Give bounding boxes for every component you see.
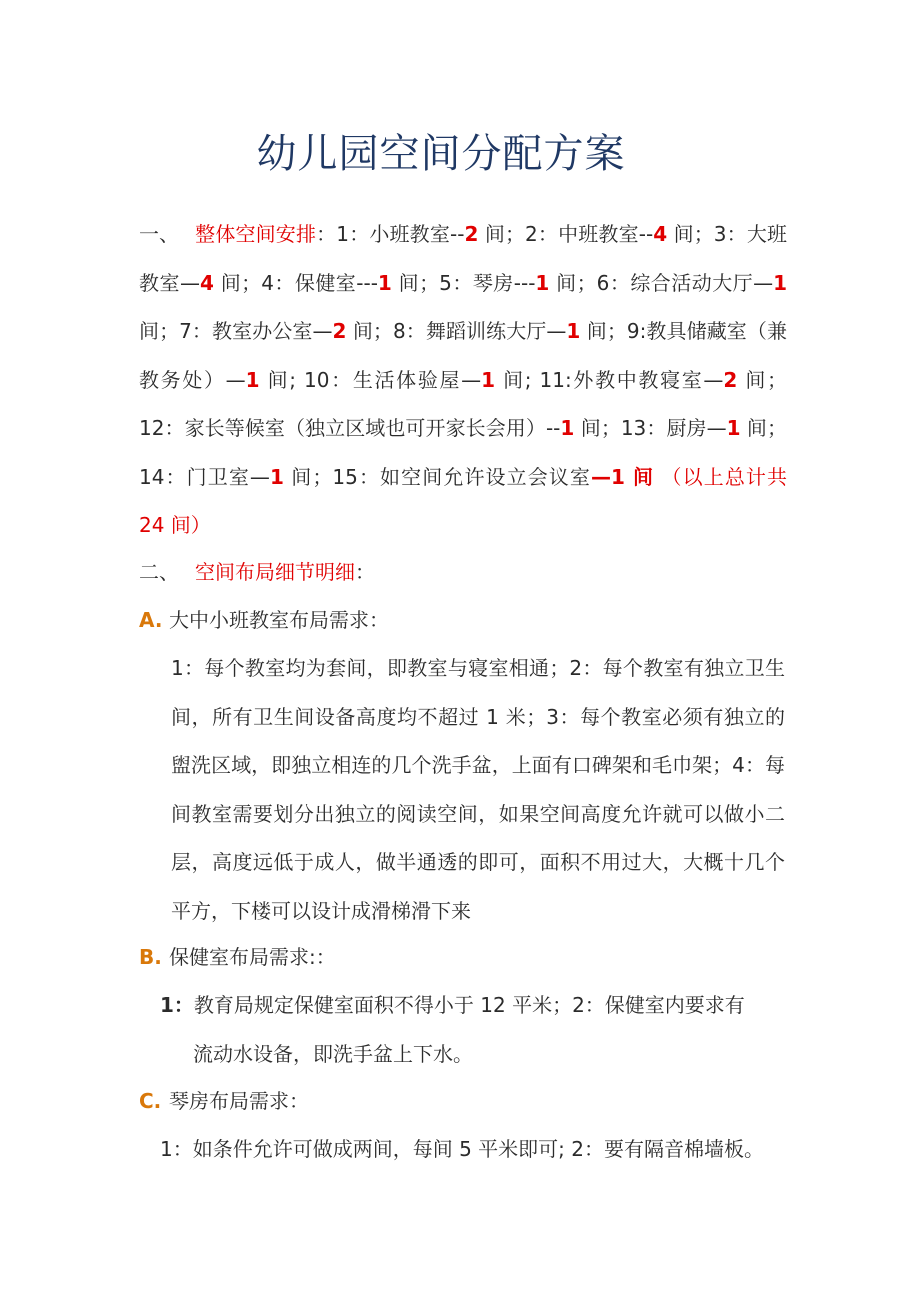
room-item — [393, 319, 627, 343]
room-item-count: 1 — [773, 270, 788, 295]
room-item-count: 2 — [464, 222, 479, 246]
room-item-label: 8：舞蹈训练大厅— — [392, 319, 567, 343]
section-c-heading: 琴房布局需求： — [169, 1089, 309, 1113]
room-item-label: 6：综合活动大厅— — [596, 270, 774, 295]
room-item-label: ：1：小班教室-- — [316, 222, 465, 246]
room-item-label: 4：保健室--- — [261, 270, 378, 295]
section-a-body: 1：每个教室均为套间，即教室与寝室相通；2：每个教室有独立卫生间，所有卫生间设备高度均不超过 1 米；3：每个教室必须有独立的盥洗区域，即独立相连的几个洗手盆，上面有口碑架和毛巾架；4：每间教室需要划分出独立的阅读空间，如果空间高度允许就可以做小二层，高度远低于成人，做半通透的即可，面积不用过大，大概十几个平方，下楼可以设计成滑梯滑下来 — [171, 656, 785, 923]
room-item-unit: 间； — [283, 464, 333, 489]
room-item — [139, 416, 621, 440]
section-1-marker: 一、 — [139, 222, 179, 246]
section-1-items — [139, 222, 787, 489]
room-item-label: 9:教具储藏室（兼教务处）— — [139, 319, 787, 392]
room-item-unit: 间； — [346, 319, 393, 343]
section-b-body — [160, 981, 785, 1078]
room-item-label: 2：中班教室-- — [525, 222, 654, 246]
room-item-unit: 间； — [574, 416, 621, 440]
room-item-unit: 间; — [259, 367, 305, 392]
page-title: 幼儿园空间分配方案 — [256, 131, 626, 177]
room-item — [179, 319, 393, 343]
section-b-number: 1： — [160, 993, 194, 1017]
section-c-body: 1：如条件允许可做成两间，每间 5 平米即可; 2：要有隔音棉墙板。 — [160, 1137, 764, 1161]
room-item-count: 4 — [199, 270, 214, 295]
room-item-unit: 间； — [580, 319, 627, 343]
section-1-heading: 整体空间安排 — [195, 222, 317, 246]
room-item — [316, 222, 525, 246]
room-item-count: 1 — [535, 270, 550, 295]
section-c-letter: C. — [139, 1089, 162, 1113]
section-1-paragraph — [139, 210, 787, 550]
room-item-unit: 间； — [549, 270, 597, 295]
section-1-total: （以上总计共 24 间） — [139, 464, 788, 537]
room-item-count: 1 — [245, 367, 260, 392]
room-item-count: 1 — [481, 367, 496, 392]
room-item — [304, 368, 540, 392]
room-item-label: 5：琴房--- — [439, 270, 536, 295]
room-item — [540, 368, 787, 392]
room-item-count: 2 — [332, 319, 347, 343]
room-item-unit: 间； — [667, 222, 714, 246]
room-item-label: 11:外教中教寝室— — [539, 367, 724, 392]
room-item-unit: 间； — [740, 416, 788, 440]
room-item-unit: 间； — [737, 367, 788, 392]
room-item-count: 1 — [377, 270, 392, 295]
room-item-label: 7：教室办公室— — [179, 319, 333, 343]
section-2-heading: 空间布局细节明细 — [195, 560, 355, 584]
room-item-label: 3：大班教室— — [139, 222, 788, 295]
room-item — [139, 465, 332, 489]
section-b-body-line-1: 教育局规定保健室面积不得小于 12 平米；2：保健室内要求有 — [193, 993, 745, 1017]
section-a-heading: 大中小班教室布局需求： — [169, 608, 389, 632]
room-item-count: 1 — [566, 319, 581, 343]
section-2-colon: ： — [355, 560, 375, 584]
room-item-unit: 间; — [495, 367, 540, 392]
section-a-letter: A. — [139, 608, 163, 632]
room-item-unit: 间； — [213, 270, 262, 295]
room-item-label: 12：家长等候室（独立区域也可开家长会用）-- — [139, 416, 561, 440]
room-item — [332, 465, 654, 489]
room-item-unit: 间； — [139, 319, 180, 343]
room-item-count: 4 — [653, 222, 668, 246]
room-item — [525, 222, 714, 246]
room-item-count: 1 — [269, 464, 284, 489]
section-b-heading-line — [139, 933, 787, 982]
section-a-heading-line — [139, 596, 787, 645]
room-item-label: 10：生活体验屋— — [304, 367, 482, 392]
room-item-label: 14：门卫室— — [139, 464, 270, 489]
room-item — [261, 271, 439, 295]
room-item-count: 1 — [726, 416, 741, 440]
room-item — [439, 271, 597, 295]
room-item-unit: 间； — [391, 270, 440, 295]
section-2-marker: 二、 — [139, 560, 179, 584]
section-b-letter: B. — [139, 945, 162, 969]
room-item-count: 2 — [723, 367, 738, 392]
room-item-label: 15：如空间允许设立会议室 — [332, 464, 592, 489]
room-item-unit: 间； — [478, 222, 526, 246]
room-item-count: 1 — [560, 416, 575, 440]
room-item-label: 13：厨房— — [620, 416, 727, 440]
section-2-heading-line — [139, 548, 787, 597]
room-item-count: —1 间 — [591, 464, 655, 489]
section-c-heading-line — [139, 1077, 787, 1126]
section-b-body-line-2: 流动水设备，即洗手盆上下水。 — [193, 1041, 473, 1066]
room-item — [621, 416, 787, 440]
section-b-heading: 保健室布局需求:： — [169, 945, 336, 969]
